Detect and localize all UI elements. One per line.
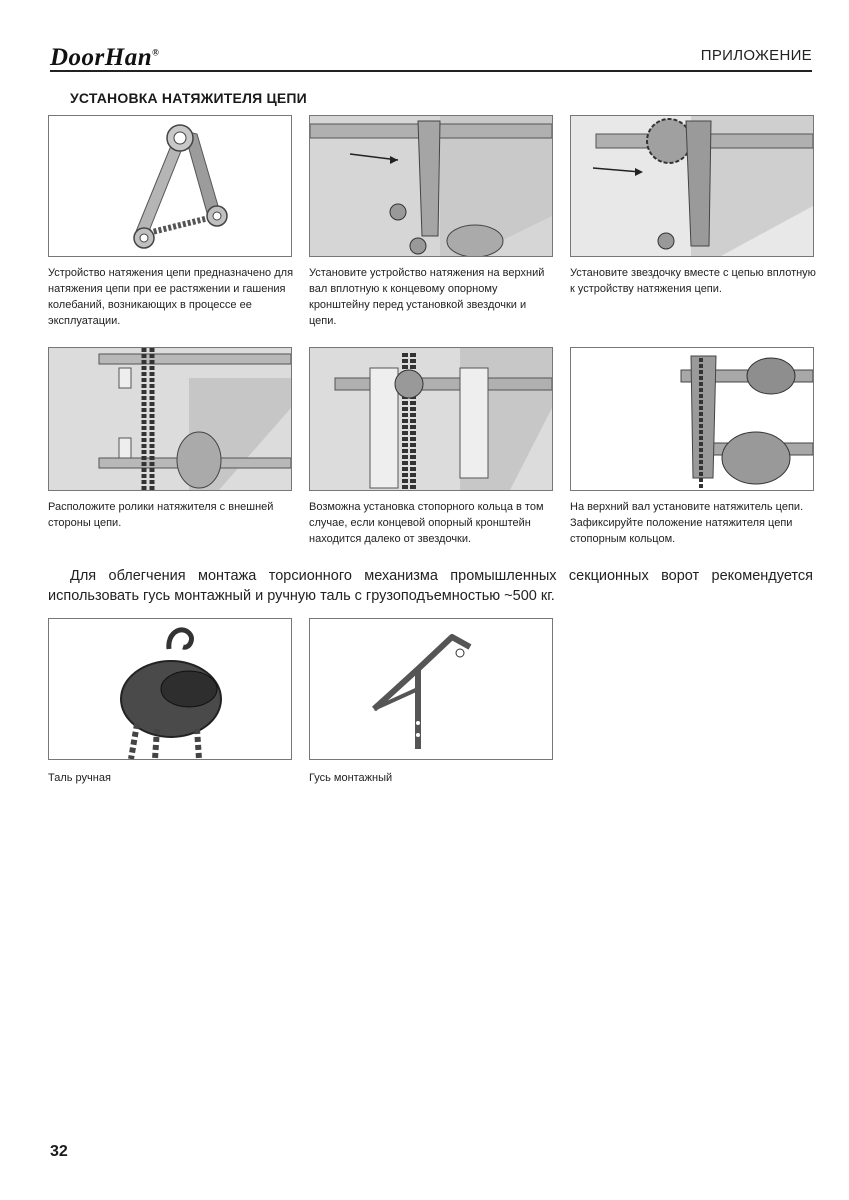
step-caption-6: На верхний вал установите натяжитель цепи. Зафиксируйте положение натяжителя цепи стопорным кольцом. xyxy=(570,501,804,545)
page-title: УСТАНОВКА НАТЯЖИТЕЛЯ ЦЕПИ xyxy=(70,90,307,106)
header-divider xyxy=(50,70,812,72)
sprocket-illustration xyxy=(571,116,813,256)
figure-hand-hoist xyxy=(48,618,292,760)
step-caption-5: Возможна установка стопорного кольца в том случае, если концевой опорный кронштейн находится далеко от звездочки. xyxy=(309,501,544,545)
mount-tensioner-illustration xyxy=(310,116,552,256)
rollers-illustration xyxy=(49,348,291,490)
mounting-gooseneck-illustration xyxy=(310,619,552,759)
section-header: ПРИЛОЖЕНИЕ xyxy=(700,47,812,64)
brand-logo xyxy=(50,44,159,72)
tensioner-on-shaft-illustration xyxy=(571,348,813,490)
figure-rollers-outside xyxy=(48,347,292,491)
step-caption-4: Расположите ролики натяжителя с внешней стороны цепи. xyxy=(48,501,274,529)
logo-text: DoorHan xyxy=(50,44,153,71)
hand-hoist-illustration xyxy=(49,619,291,759)
tool-caption-gooseneck: Гусь монтажный xyxy=(309,772,393,784)
retaining-ring-illustration xyxy=(310,348,552,490)
step-caption-1: Устройство натяжения цепи предназначено для натяжения цепи при ее растяжении и гашения колебаний, возникающих в процессе ее эксплуатации. xyxy=(48,267,294,327)
step-caption-2: Установите устройство натяжения на верхний вал вплотную к концевому опорному кронштейну перед установкой звездочки и цепи. xyxy=(309,267,545,327)
figure-retaining-ring xyxy=(309,347,553,491)
intro-paragraph: Для облегчения монтажа торсионного механизма промышленных секционных ворот рекомендуется использовать гусь монтажный и ручную таль с грузоподъемностью ~500 кг. xyxy=(48,568,813,604)
figure-tensioner-on-shaft xyxy=(570,347,814,491)
figure-sprocket-with-chain xyxy=(570,115,814,257)
figure-mounting-gooseneck xyxy=(309,618,553,760)
step-caption-3: Установите звездочку вместе с цепью вплотную к устройству натяжения цепи. xyxy=(570,267,816,295)
figure-chain-tensioner xyxy=(48,115,292,257)
chain-tensioner-illustration xyxy=(49,116,291,256)
tool-caption-hoist: Таль ручная xyxy=(48,772,111,784)
page-number: 32 xyxy=(50,1143,68,1160)
figure-mount-tensioner xyxy=(309,115,553,257)
registered-mark: ® xyxy=(152,47,160,58)
